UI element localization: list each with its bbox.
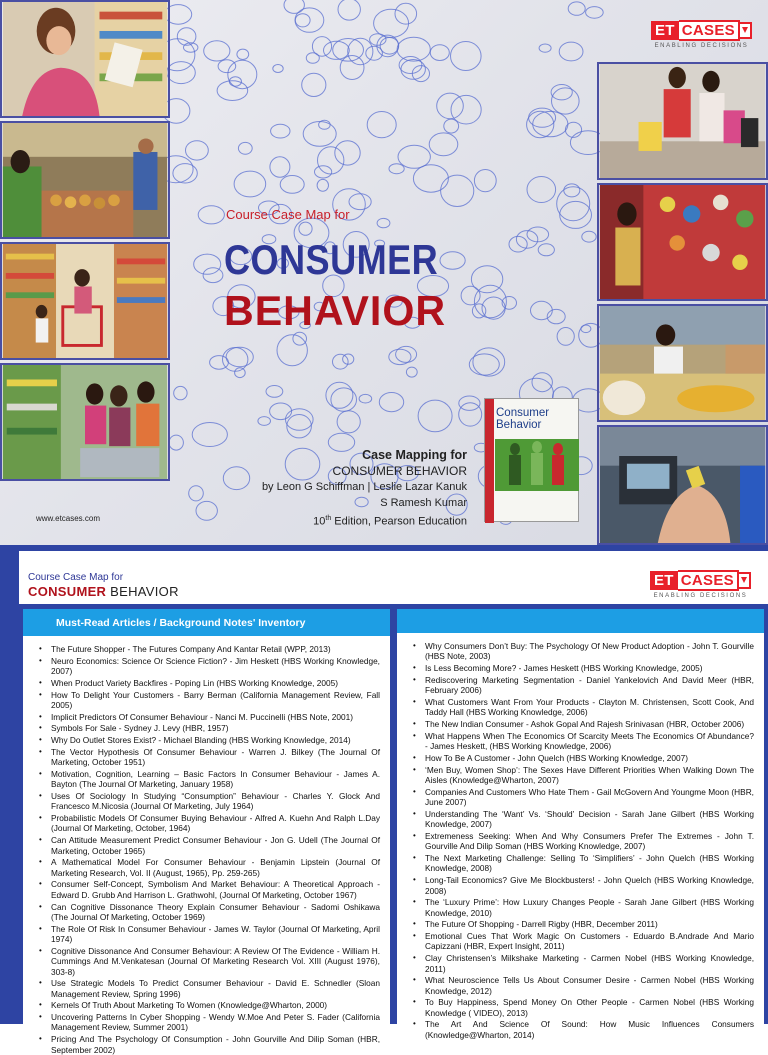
- bubble: [203, 268, 223, 283]
- course-label: Course Case Map for: [226, 207, 350, 222]
- bubble: [471, 266, 502, 293]
- bubble: [198, 206, 224, 224]
- article-item: • Why Consumers Don’t Buy: The Psychology Of New Product Adoption - John T. Gourville (HBS Note, 2003): [411, 641, 754, 662]
- article-item: • Clay Christensen’s Milkshake Marketing - Carmen Nobel (HBS Working Knowledge, 2011): [411, 953, 754, 974]
- bubble: [582, 231, 596, 242]
- bubble: [266, 386, 283, 398]
- bubble: [379, 393, 403, 412]
- logo-tagline: ENABLING DECISIONS: [654, 43, 749, 49]
- article-item: • Understanding The ‘Want’ Vs. ‘Should’ Decision - Sarah Jane Gilbert (HBS Working Knowledge, 2007): [411, 809, 754, 830]
- bubble: [169, 435, 183, 450]
- bubble: [340, 56, 364, 80]
- article-list-left: [23, 636, 390, 1055]
- bubble: [389, 349, 411, 364]
- bubble: [326, 382, 353, 408]
- photo-toy-store: [597, 183, 768, 301]
- bubble: [380, 38, 399, 55]
- bubble: [295, 14, 310, 27]
- bubble: [551, 85, 572, 100]
- mapping-edition: [262, 511, 467, 530]
- bubble: [451, 95, 481, 124]
- photo-friends-shopping: [0, 363, 170, 481]
- bubble: [459, 403, 482, 426]
- article-item: • A Mathematical Model For Consumer Behaviour - Benjamin Lipstein (Journal Of Marketing Research, Vol. II (August, 1965), Pp. 259-265): [37, 857, 380, 878]
- book-cover-art: [495, 439, 579, 491]
- bubble: [194, 254, 221, 274]
- edition-number: 10: [313, 515, 326, 528]
- bubble: [270, 403, 292, 420]
- header-behavior: BEHAVIOR: [106, 584, 179, 599]
- bubble: [557, 328, 574, 346]
- photo-women-with-bags: [597, 62, 768, 180]
- bubble: [174, 386, 187, 399]
- bubble: [284, 0, 304, 13]
- article-item: • To Buy Happiness, Spend Money On Other People - Carmen Nobel (HBS Working Knowledge ( VIDEO), 2013): [411, 997, 754, 1018]
- article-item: • Cognitive Dissonance And Consumer Behaviour: A Review Of The Evidence - William H. Cummings And M.Venkatesan (Journal Of Marketing Research Vol. XIII (August 1976), 303-8): [37, 946, 380, 977]
- bubble: [280, 176, 304, 194]
- mapping-heading: Case Mapping for: [362, 448, 467, 462]
- inventory-page: [0, 545, 768, 1055]
- article-item: • The Role Of Risk In Consumer Behaviour - James W. Taylor (Journal Of Marketing, April 1974): [37, 924, 380, 945]
- header-course-label: Course Case Map for: [28, 572, 124, 583]
- bubble: [186, 141, 209, 160]
- bubble: [441, 175, 474, 206]
- article-item: • Uses Of Sociology In Studying “Consumption” Behaviour - Charles Y. Glock And Francesco M.Nicosia (Journal Of Marketing, July 1964): [37, 791, 380, 812]
- bubble: [418, 400, 452, 432]
- bubble: [586, 7, 604, 19]
- article-list-right: [397, 633, 764, 1040]
- bubble: [474, 285, 506, 318]
- bubble: [564, 184, 580, 197]
- bubble: [538, 244, 554, 256]
- article-item: • Motivation, Cognition, Learning – Basic Factors In Consumer Behaviour - James A. Bayton (The Journal Of Marketing, January 1958): [37, 769, 380, 790]
- article-item: • The ‘Luxury Prime’: How Luxury Changes People - Sarah Jane Gilbert (HBS Working Knowledge, 2010): [411, 897, 754, 918]
- article-item: • What Customers Want From Your Products - Clayton M. Christensen, Scott Cook, And Taddy Hall (HBS Working Knowledge, 2006): [411, 697, 754, 718]
- bubble: [277, 335, 307, 366]
- bubble: [238, 142, 252, 154]
- article-item: • Symbols For Sale - Sydney J. Levy (HBR, 1957): [37, 723, 380, 733]
- bubble: [406, 367, 417, 377]
- bubble: [299, 222, 312, 235]
- article-item: • Can Attitude Measurement Predict Consumer Behaviour - Jon G. Udell (The Journal Of Marketing, October 1965): [37, 835, 380, 856]
- bubble: [303, 121, 336, 146]
- left-column: [23, 609, 390, 1055]
- bubble: [430, 45, 449, 61]
- bubble: [337, 411, 360, 433]
- article-item: • The Future Of Shopping - Darrell Rigby (HBR, December 2011): [411, 919, 754, 929]
- bubble: [429, 133, 458, 156]
- logo-tagline: ENABLING DECISIONS: [653, 593, 748, 599]
- article-item: • ‘Men Buy, Women Shop’: The Sexes Have Different Priorities When Walking Down The Aisles (Knowledge@Wharton, 2007): [411, 765, 754, 786]
- bubble: [568, 2, 585, 15]
- book-title-line2: Behavior: [496, 419, 542, 431]
- bubble: [451, 42, 482, 71]
- bubble: [440, 252, 465, 269]
- logo-et-text: ET: [651, 21, 679, 40]
- logo-cases-text: CASES: [679, 20, 740, 41]
- article-item: • How To Delight Your Customers - Barry Berman (California Management Review, Fall 2005): [37, 690, 380, 711]
- bubble: [295, 8, 324, 32]
- bubble: [532, 373, 552, 392]
- bubble: [273, 65, 283, 73]
- bubble: [413, 165, 448, 192]
- inventory-columns: [19, 604, 768, 1055]
- photo-produce-market: [0, 121, 170, 239]
- bubble: [374, 9, 409, 37]
- bubble: [270, 157, 290, 177]
- article-item: • The Art And Science Of Sound: How Music Influences Consumers (Knowledge@Wharton, 2014): [411, 1019, 754, 1040]
- bubble: [398, 145, 430, 168]
- bubble: [228, 60, 257, 88]
- download-arrow-icon: [740, 22, 752, 39]
- bubble: [377, 218, 390, 227]
- photo-card-payment: [597, 425, 768, 545]
- bubble: [527, 177, 556, 203]
- bubble: [302, 73, 326, 96]
- article-item: • Companies And Customers Who Hate Them - Gail McGovern And Youngme Moon (HBR, June 2007): [411, 787, 754, 808]
- article-item: • Pricing And The Psychology Of Consumption - John Gourville And Dilip Soman (HBR, September 2002): [37, 1034, 380, 1055]
- bubble: [335, 141, 360, 165]
- right-column: [397, 609, 764, 1040]
- bubble: [287, 415, 312, 438]
- article-item: • Can Cognitive Dissonance Theory Explain Consumer Behaviour - Sadomi Oshikawa (The Journal Of Marketing, October 1969): [37, 902, 380, 923]
- bubble: [196, 501, 217, 520]
- article-item: • Extremeness Seeking: When And Why Consumers Prefer The Extremes - John T. Gourville And Dilip Soman (HBS Working Knowledge, 2007): [411, 831, 754, 852]
- article-item: • Consumer Self-Concept, Symbolism And Market Behaviour: A Theoretical Approach - Edward D. Grubb And Harrison L. Grathwohl, (Journal Of Marketing, October 1967): [37, 879, 380, 900]
- article-item: • Use Strategic Models To Predict Consumer Behaviour - David E. Schnedler (Sloan Management Review, Spring 1996): [37, 978, 380, 999]
- bubble: [317, 179, 328, 191]
- bubble: [258, 417, 271, 426]
- bubble: [472, 304, 485, 318]
- edition-text: Edition, Pearson Education: [331, 515, 467, 528]
- bubble: [204, 41, 230, 61]
- bubble: [539, 44, 551, 52]
- title-behavior: BEHAVIOR: [224, 287, 447, 334]
- bubble: [461, 286, 480, 305]
- article-item: • When Product Variety Backfires - Poping Lin (HBS Working Knowledge, 2005): [37, 678, 380, 688]
- bubble: [395, 3, 417, 24]
- bubble: [177, 28, 196, 46]
- mapping-coauthor: S Ramesh Kumar: [380, 497, 467, 509]
- bubble: [234, 171, 266, 197]
- bubble: [560, 201, 592, 228]
- bubble: [189, 486, 204, 501]
- header-consumer: CONSUMER: [28, 584, 107, 599]
- bubble: [333, 354, 349, 369]
- bubble: [223, 467, 249, 490]
- bubble: [469, 354, 499, 375]
- logo-et-text: ET: [650, 571, 678, 590]
- bubble: [306, 53, 319, 64]
- article-item: • Why Do Outlet Stores Exist? - Michael Blanding (HBS Working Knowledge, 2014): [37, 735, 380, 745]
- book-title: [496, 407, 549, 431]
- article-item: • The New Indian Consumer - Ashok Gopal And Rajesh Srinivasan (HBR, October 2006): [411, 719, 754, 729]
- bubble: [226, 347, 253, 366]
- bubble: [349, 194, 371, 210]
- website-url[interactable]: www.etcases.com: [36, 514, 101, 523]
- article-item: • Implicit Predictors Of Consumer Behaviour - Nanci M. Puccinelli (HBS Note, 2001): [37, 712, 380, 722]
- article-item: • Probabilistic Models Of Consumer Buying Behaviour - Alfred A. Kuehn And Ralph L.Day (Journal Of Marketing, October, 1964): [37, 813, 380, 834]
- photo-spice-shop: [597, 304, 768, 422]
- etcases-logo-small: [650, 570, 751, 599]
- bubble: [235, 368, 246, 378]
- bubble: [552, 88, 580, 114]
- article-item: • Emotional Cues That Work Magic On Customers - Eduardo B.Andrade And Mario Capizzani (HBR, Expert Insight, 2011): [411, 931, 754, 952]
- article-item: • What Happens When The Economics Of Scarcity Meets The Economics Of Abundance? - James Heskett, (HBS Working Knowledge, 2006): [411, 731, 754, 752]
- article-item: • Kernels Of Truth About Marketing To Women (Knowledge@Wharton, 2000): [37, 1000, 380, 1010]
- article-item: • How To Be A Customer - John Quelch (HBS Working Knowledge, 2007): [411, 753, 754, 763]
- header-title: [28, 584, 179, 599]
- bubble: [437, 93, 464, 119]
- inventory-sheet: [19, 551, 768, 1055]
- bubble: [559, 42, 583, 61]
- case-mapping-block: [262, 447, 467, 530]
- article-item: • Rediscovering Marketing Segmentation - Daniel Yankelovich And David Meer (HBR, February 2006): [411, 675, 754, 696]
- article-item: • Uncovering Patterns In Cyber Shopping - Wendy W.Moe And Peter S. Fader (California Management Review, Summer 2001): [37, 1012, 380, 1033]
- article-item: • What Neuroscience Tells Us About Consumer Desire - Carmen Nobel (HBS Working Knowledge, 2012): [411, 975, 754, 996]
- article-item: • Neuro Economics: Science Or Science Fiction? - Jim Heskett (HBS Working Knowledge, 2007): [37, 656, 380, 677]
- photo-supermarket-aisle: [0, 242, 170, 360]
- bubble: [210, 356, 229, 370]
- mapping-authors: by Leon G Schiffman | Leslie Lazar Kanuk: [261, 481, 467, 493]
- bubble: [237, 49, 249, 59]
- book-spine: [485, 399, 494, 523]
- etcases-logo: [651, 20, 752, 49]
- book-title-line1: Consumer: [496, 407, 550, 419]
- bubble: [527, 111, 554, 138]
- logo-cases-text: CASES: [678, 570, 739, 591]
- bubble: [389, 164, 404, 174]
- article-item: • Is Less Becoming More? - James Heskett (HBS Working Knowledge, 2005): [411, 663, 754, 673]
- bubble: [218, 60, 236, 73]
- bubble: [359, 394, 372, 403]
- mapping-subtitle: CONSUMER BEHAVIOR: [332, 464, 467, 478]
- bubble: [338, 0, 360, 20]
- bubble: [474, 170, 496, 192]
- bubble: [271, 124, 290, 138]
- article-item: • The Vector Hypothesis Of Consumer Behaviour - Warren J. Bilkey (The Journal Of Marketing, October 1951): [37, 747, 380, 768]
- bubble: [192, 423, 227, 447]
- bubble: [473, 348, 505, 376]
- download-arrow-icon: [739, 572, 751, 589]
- bubble: [217, 81, 248, 101]
- edition-suffix: th: [325, 515, 332, 522]
- bubble: [397, 37, 430, 61]
- textbook-cover: [484, 398, 579, 522]
- article-item: • Long-Tail Economics? Give Me Blockbusters! - John Quelch (HBS Working Knowledge, 2008): [411, 875, 754, 896]
- title-consumer: CONSUMER: [224, 236, 439, 283]
- article-item: • The Next Marketing Challenge: Selling To ‘Simplifiers’ - John Quelch (HBS Working Knowledge, 2008): [411, 853, 754, 874]
- bubble: [367, 112, 396, 138]
- inventory-heading: Must-Read Articles / Background Notes' Inventory: [23, 609, 390, 636]
- bubble: [581, 325, 591, 333]
- right-column-header: [397, 609, 764, 633]
- article-item: • The Future Shopper - The Futures Company And Kantar Retail (WPP, 2013): [37, 644, 380, 654]
- bubble: [531, 301, 553, 319]
- photo-shopper-reading-label: [0, 0, 170, 118]
